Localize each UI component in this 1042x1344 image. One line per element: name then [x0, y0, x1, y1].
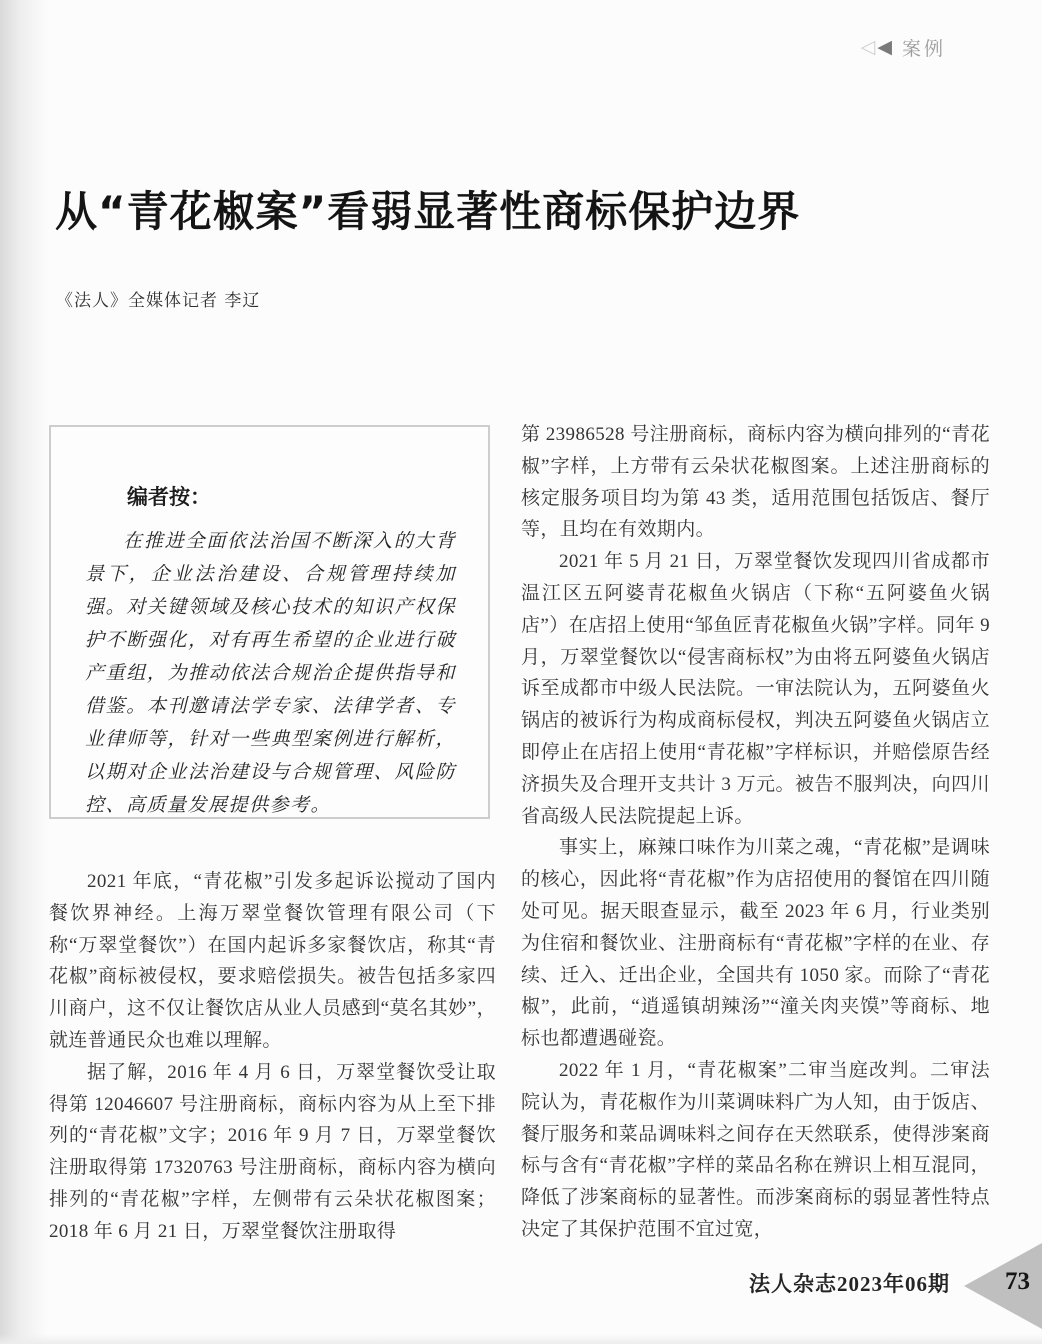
- category-label: 案例: [901, 38, 946, 60]
- editor-note-body: 在推进全面依法治国不断深入的大背景下，企业法治建设、合规管理持续加强。对关键领域及核心技术的知识产权保护不断强化，对有再生希望的企业进行破产重组，为推动依法合规治企提供指导和借鉴。本刊邀请法学专家、法律学者、专业律师等，针对一些典型案例进行解析，以期对企业法治建设与合规管理、风险防控、高质量发展提供参考。: [85, 531, 456, 816]
- article-title: 从“青花椒案”看弱显著性商标保护边界: [55, 187, 801, 236]
- page-number: 73: [1005, 1268, 1030, 1295]
- journal-issue-label: 法人杂志2023年06期: [749, 1272, 950, 1296]
- body-paragraph: 2021 年 5 月 21 日，万翠堂餐饮发现四川省成都市温江区五阿婆青花椒鱼火锅店（下称“五阿婆鱼火锅店”）在店招上使用“邹鱼匠青花椒鱼火锅”字样。同年 9 月，万翠堂餐饮以“侵害商标权”为由将五阿婆鱼火锅店诉至成都市中级人民法院。一审法院认为，五阿婆鱼火锅店的被诉行为构成商标侵权，判决五阿婆鱼火锅店立即停止在店招上使用“青花椒”字样标识，并赔偿原告经济损失及合理开支共计 3 万元。被告不服判决，向四川省高级人民法院提起上诉。: [521, 551, 990, 827]
- byline: 《法人》全媒体记者 李辽: [56, 291, 261, 311]
- body-paragraph: 第 23986528 号注册商标，商标内容为横向排列的“青花椒”字样，上方带有云朵状花椒图案。上述注册商标的核定服务项目均为第 43 类，适用范围包括饭店、餐厅等，且均在有效期内。: [521, 424, 990, 541]
- right-column: [521, 419, 990, 1246]
- body-paragraph: 据了解，2016 年 4 月 6 日，万翠堂餐饮受让取得第 12046607 号注册商标，商标内容为从上至下排列的“青花椒”文字；2016 年 9 月 7 日，万翠堂餐饮注册取得第 17320763 号注册商标，商标内容为横向排列的“青花椒”字样，左侧带有云朵状花椒图案；2018 年 6 月 21 日，万翠堂餐饮注册取得: [49, 1061, 496, 1242]
- chevron-left-icon: ◀: [877, 36, 892, 58]
- page-header: [861, 34, 946, 61]
- body-paragraph: 2021 年底，“青花椒”引发多起诉讼搅动了国内餐饮界神经。上海万翠堂餐饮管理有限公司（下称“万翠堂餐饮”）在国内起诉多家餐饮店，称其“青花椒”商标被侵权，要求赔偿损失。被告包括多家四川商户，这不仅让餐饮店从业人员感到“莫名其妙”，就连普通民众也难以理解。: [49, 871, 496, 1051]
- editor-note-box: [49, 425, 490, 819]
- body-paragraph: 事实上，麻辣口味作为川菜之魂，“青花椒”是调味的核心，因此将“青花椒”作为店招使用的餐馆在四川随处可见。据天眼查显示，截至 2023 年 6 月，行业类别为住宿和餐饮业、注册商标有“青花椒”字样的在业、存续、迁入、迁出企业，全国共有 1050 家。而除了“青花椒”，此前，“逍遥镇胡辣汤”“潼关肉夹馍”等商标、地标也都遭遇碰瓷。: [521, 837, 990, 1050]
- page-number-triangle: [964, 1243, 1042, 1329]
- left-column: [49, 866, 496, 1248]
- editor-note-label: 编者按：: [127, 485, 211, 509]
- chevron-left-outline-icon: ◁: [860, 36, 876, 58]
- body-paragraph: 2022 年 1 月，“青花椒案”二审当庭改判。二审法院认为，青花椒作为川菜调味料广为人知，由于饭店、餐厅服务和菜品调味料之间存在天然联系，使得涉案商标与含有“青花椒”字样的菜品名称在辨识上相互混同，降低了涉案商标的显著性。而涉案商标的弱显著性特点决定了其保护范围不宜过宽，: [521, 1059, 990, 1240]
